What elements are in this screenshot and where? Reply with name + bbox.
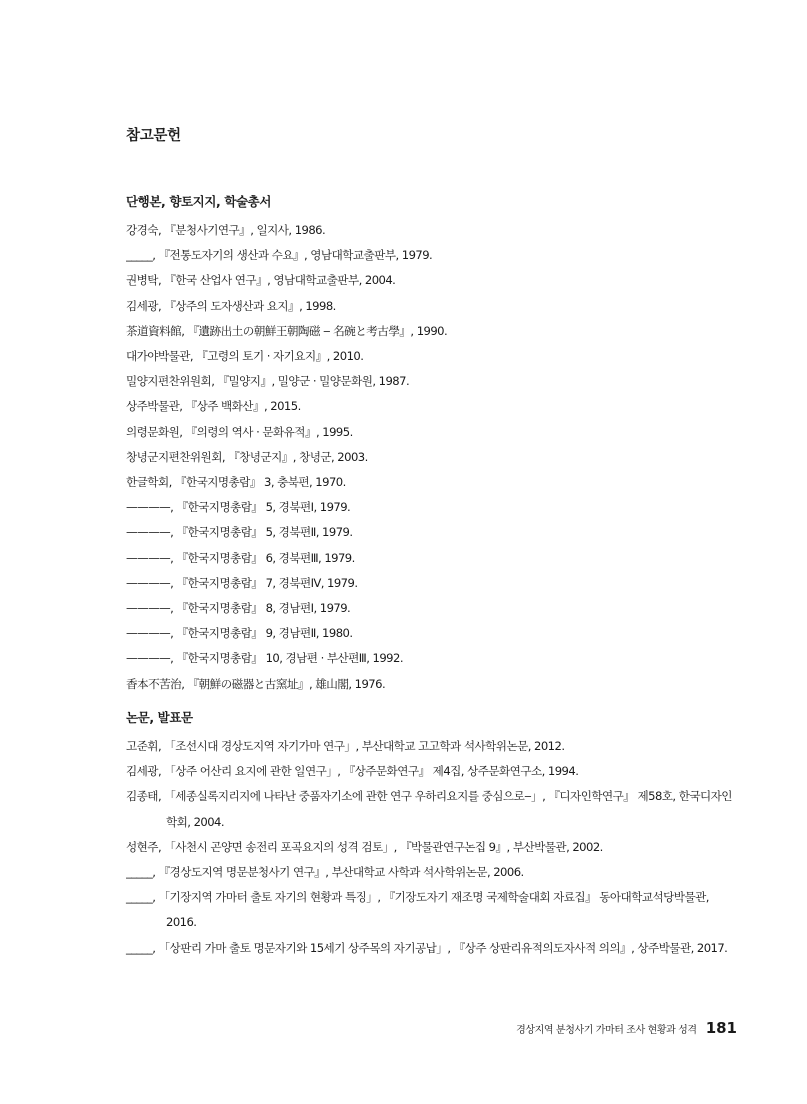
- section-heading: 논문, 발표문: [126, 710, 193, 725]
- reference-entry: 상주박물관, 『상주 백화산』, 2015.: [126, 399, 301, 414]
- reference-entry: ————, 『한국지명총람』 5, 경북편Ⅰ, 1979.: [126, 500, 351, 515]
- reference-entry: _____, 『경상도지역 명문분청사기 연구』, 부산대학교 사학과 석사학위논문, 2006.: [126, 865, 524, 880]
- reference-entry: 성현주, 「사천시 곤양면 송전리 포곡요지의 성격 검토」, 『박물관연구논집 9』, 부산박물관, 2002.: [126, 839, 603, 854]
- page-footer: [516, 1019, 737, 1037]
- reference-entry: ————, 『한국지명총람』 7, 경북편Ⅳ, 1979.: [126, 575, 358, 590]
- reference-entry: 밀양지편찬위원회, 『밀양지』, 밀양군 · 밀양문화원, 1987.: [126, 374, 410, 389]
- running-title: 경상지역 분청사기 가마터 조사 현황과 성격: [516, 1025, 697, 1036]
- reference-entry: 권병탁, 『한국 산업사 연구』, 영남대학교출판부, 2004.: [126, 273, 396, 288]
- page-title: 참고문헌: [126, 128, 181, 144]
- reference-entry: _____, 「기장지역 가마터 출토 자기의 현황과 특징」, 『기장도자기 재조명 국제학술대회 자료집』 동아대학교석당박물관, 2016.: [126, 890, 709, 930]
- reference-list: [126, 734, 738, 961]
- reference-entry: 대가야박물관, 『고령의 토기 · 자기요지』, 2010.: [126, 349, 364, 364]
- reference-entry: ————, 『한국지명총람』 8, 경남편Ⅰ, 1979.: [126, 601, 351, 616]
- section-heading: 단행본, 향토지지, 학술총서: [126, 194, 272, 209]
- reference-entry: 강경숙, 『분청사기연구』, 일지사, 1986.: [126, 223, 326, 237]
- reference-entry: 茶道資料館, 『遺跡出土の朝鮮王朝陶磁 ‒ 名碗と考古學』, 1990.: [126, 323, 448, 338]
- reference-entry: _____, 「상판리 가마 출토 명문자기와 15세기 상주목의 자기공납」, 『상주 상판리유적의도자사적 의의』, 상주박물관, 2017.: [126, 940, 728, 955]
- page-number: 181: [705, 1019, 737, 1037]
- reference-entry: _____, 『전통도자기의 생산과 수요』, 영남대학교출판부, 1979.: [126, 248, 433, 263]
- reference-entry: ————, 『한국지명총람』 6, 경북편Ⅲ, 1979.: [126, 550, 355, 565]
- section-papers: [126, 710, 738, 961]
- reference-entry: 의령문화원, 『의령의 역사 · 문화유적』, 1995.: [126, 424, 353, 439]
- reference-list: [126, 218, 738, 697]
- reference-entry: 김세광, 「상주 어산리 요지에 관한 일연구」, 『상주문화연구』 제4집, 상주문화연구소, 1994.: [126, 764, 579, 779]
- reference-entry: ————, 『한국지명총람』 5, 경북편Ⅱ, 1979.: [126, 525, 353, 540]
- reference-entry: ————, 『한국지명총람』 10, 경남편 · 부산편Ⅲ, 1992.: [126, 651, 403, 666]
- reference-entry: 香本不苦治, 『朝鮮の磁器と古窯址』, 雄山閣, 1976.: [126, 676, 386, 691]
- reference-entry: 고준휘, 「조선시대 경상도지역 자기가마 연구」, 부산대학교 고고학과 석사학위논문, 2012.: [126, 739, 565, 753]
- reference-entry: ————, 『한국지명총람』 9, 경남편Ⅱ, 1980.: [126, 626, 353, 641]
- reference-entry: 창녕군지편찬위원회, 『창녕군지』, 창녕군, 2003.: [126, 449, 368, 464]
- section-monographs: [126, 194, 738, 697]
- reference-entry: 김세광, 『상주의 도자생산과 요지』, 1998.: [126, 298, 336, 313]
- reference-entry: 김종태, 「세종실록지리지에 나타난 중품자기소에 관한 연구 우하리요지를 중심으로‒」, 『디자인학연구』 제58호, 한국디자인학회, 2004.: [126, 789, 732, 829]
- reference-entry: 한글학회, 『한국지명총람』 3, 충북편, 1970.: [126, 475, 346, 490]
